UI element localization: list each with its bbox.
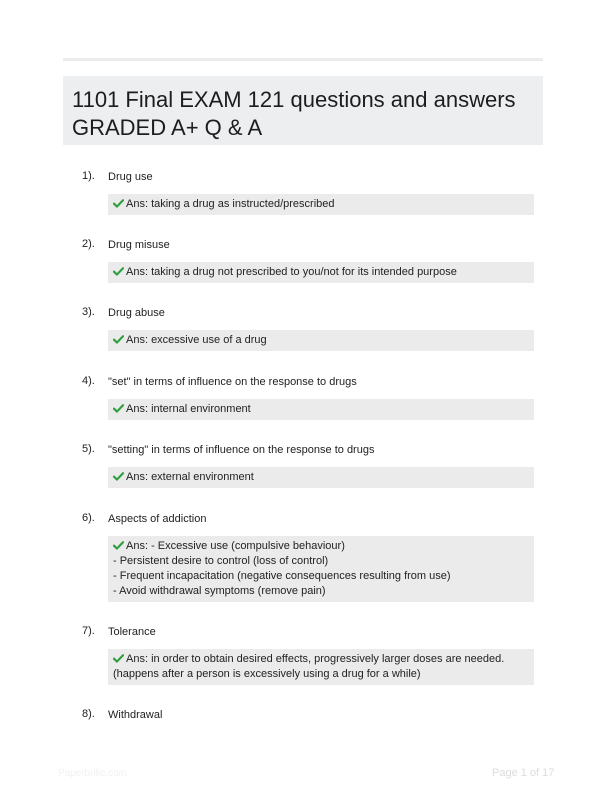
- top-rule: [63, 58, 543, 61]
- answer-line: - Persistent desire to control (loss of control): [113, 555, 329, 567]
- answer-text: Ans: in order to obtain desired effects, progressively larger doses are needed.: [126, 653, 505, 665]
- answer-line: (happens after a person is excessively using a drug for a while): [113, 668, 421, 680]
- question-number: 5).: [82, 443, 95, 455]
- question-number: 6).: [82, 512, 95, 524]
- answer-line: [113, 333, 529, 348]
- document-title-box: [63, 76, 543, 145]
- check-icon: [113, 267, 124, 276]
- question-text: Drug use: [108, 171, 153, 183]
- answer-text: Ans: external environment: [126, 471, 254, 483]
- question-text: "set" in terms of influence on the response to drugs: [108, 376, 357, 388]
- check-icon: [113, 404, 124, 413]
- answer-text: Ans: - Excessive use (compulsive behaviour): [126, 540, 345, 552]
- question-number: 4).: [82, 375, 95, 387]
- title-line-1: 1101 Final EXAM 121 questions and answers: [72, 87, 516, 112]
- question-number: 3).: [82, 306, 95, 318]
- check-icon: [113, 335, 124, 344]
- answer-line: [113, 470, 529, 485]
- check-icon: [113, 541, 124, 550]
- question-number: 8).: [82, 708, 95, 720]
- question-number: 2).: [82, 238, 95, 250]
- answer-box: [108, 467, 534, 488]
- answer-box: [108, 399, 534, 420]
- answer-line: [113, 652, 529, 667]
- answer-line: [113, 402, 529, 417]
- question-text: Withdrawal: [108, 709, 163, 721]
- question-text: Drug abuse: [108, 307, 165, 319]
- footer-watermark: Paperbrilic.com: [58, 768, 127, 779]
- answer-box: [108, 262, 534, 283]
- answer-box: [108, 649, 534, 685]
- check-icon: [113, 654, 124, 663]
- page-number: Page 1 of 17: [492, 767, 555, 779]
- question-text: Tolerance: [108, 626, 156, 638]
- answer-line: - Avoid withdrawal symptoms (remove pain): [113, 585, 326, 597]
- answer-line: [113, 197, 529, 212]
- answer-text: Ans: taking a drug not prescribed to you/not for its intended purpose: [126, 266, 457, 278]
- answer-line: [113, 539, 529, 554]
- question-text: Drug misuse: [108, 239, 170, 251]
- question-text: Aspects of addiction: [108, 513, 207, 525]
- answer-box: [108, 194, 534, 215]
- answer-box: [108, 536, 534, 602]
- answer-box: [108, 330, 534, 351]
- check-icon: [113, 472, 124, 481]
- document-title: [72, 86, 533, 142]
- question-number: 7).: [82, 625, 95, 637]
- title-line-2: GRADED A+ Q & A: [72, 115, 263, 140]
- answer-text: Ans: excessive use of a drug: [126, 334, 267, 346]
- question-text: "setting" in terms of influence on the response to drugs: [108, 444, 375, 456]
- check-icon: [113, 199, 124, 208]
- question-number: 1).: [82, 170, 95, 182]
- answer-line: [113, 265, 529, 280]
- answer-text: Ans: internal environment: [126, 403, 251, 415]
- answer-line: - Frequent incapacitation (negative consequences resulting from use): [113, 570, 451, 582]
- answer-text: Ans: taking a drug as instructed/prescribed: [126, 198, 335, 210]
